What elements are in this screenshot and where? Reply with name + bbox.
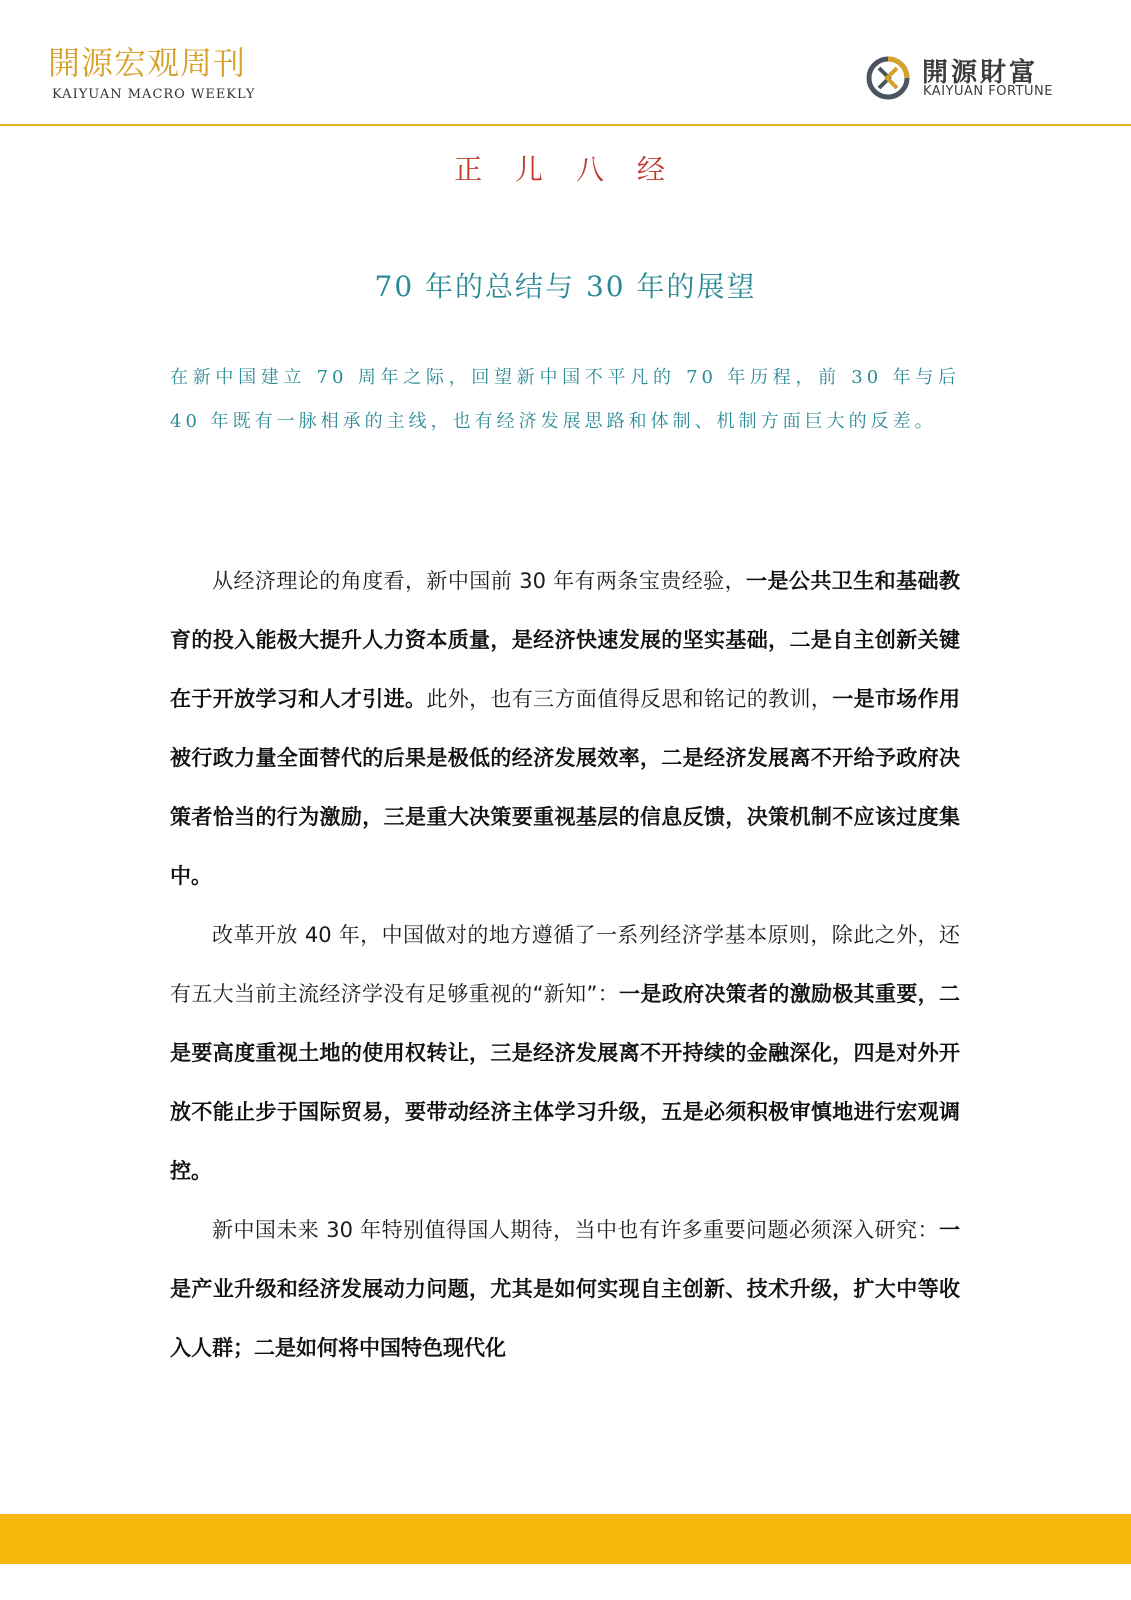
- paragraph-2-bold: 一是政府决策者的激励极其重要，二是要高度重视土地的使用权转让，三是经济发展离不开持续的金融深化，四是对外开放不能止步于国际贸易，要带动经济主体学习升级，五是必须积极审慎地进行宏观调控。: [170, 982, 961, 1183]
- paragraph-2: [170, 906, 960, 1201]
- page-header: [0, 0, 1131, 126]
- article-abstract: 在新中国建立 70 周年之际，回望新中国不平凡的 70 年历程，前 30 年与后 40 年既有一脉相承的主线，也有经济发展思路和体制、机制方面巨大的反差。: [170, 367, 960, 432]
- paragraph-1-text-b: 此外，也有三方面值得反思和铭记的教训，: [426, 687, 833, 711]
- article-title: 70 年的总结与 30 年的展望: [374, 270, 757, 303]
- logo-english-name: KAIYUAN FORTUNE: [923, 84, 1053, 99]
- paragraph-1-text-a: 从经济理论的角度看，新中国前 30 年有两条宝贵经验，: [212, 569, 747, 593]
- article-body: [170, 552, 960, 1378]
- logo-chinese-name: 開源財富: [922, 58, 1039, 88]
- column-title: 正 儿 八 经: [454, 153, 677, 186]
- paragraph-3-bold: 一是产业升级和经济发展动力问题，尤其是如何实现自主创新、技术升级，扩大中等收入人群；二是如何将中国特色现代化: [170, 1218, 960, 1360]
- paragraph-2-text: 改革开放 40 年，中国做对的地方遵循了一系列经济学基本原则，除此之外，还有五大当前主流经济学没有足够重视的“新知”：: [170, 923, 960, 1006]
- publication-subtitle: KAIYUAN MACRO WEEKLY: [52, 87, 256, 102]
- footer-bar: [0, 1514, 1131, 1564]
- paragraph-3-text: 新中国未来 30 年特别值得国人期待，当中也有许多重要问题必须深入研究：: [212, 1218, 939, 1242]
- kaiyuan-logo: [864, 50, 1094, 106]
- kaiyuan-logo-icon: [864, 54, 912, 102]
- paragraph-1-bold-b: 一是市场作用被行政力量全面替代的后果是极低的经济发展效率，二是经济发展离不开给予政府决策者恰当的行为激励，三是重大决策要重视基层的信息反馈，决策机制不应该过度集中。: [170, 687, 961, 888]
- paragraph-1-bold-a: 一是公共卫生和基础教育的投入能极大提升人力资本质量，是经济快速发展的坚实基础，二是自主创新关键在于开放学习和人才引进。: [170, 569, 960, 711]
- header-divider: [0, 124, 1131, 126]
- paragraph-1: [170, 552, 960, 906]
- publication-title: 開源宏观周刊: [48, 44, 247, 82]
- paragraph-3: [170, 1201, 960, 1378]
